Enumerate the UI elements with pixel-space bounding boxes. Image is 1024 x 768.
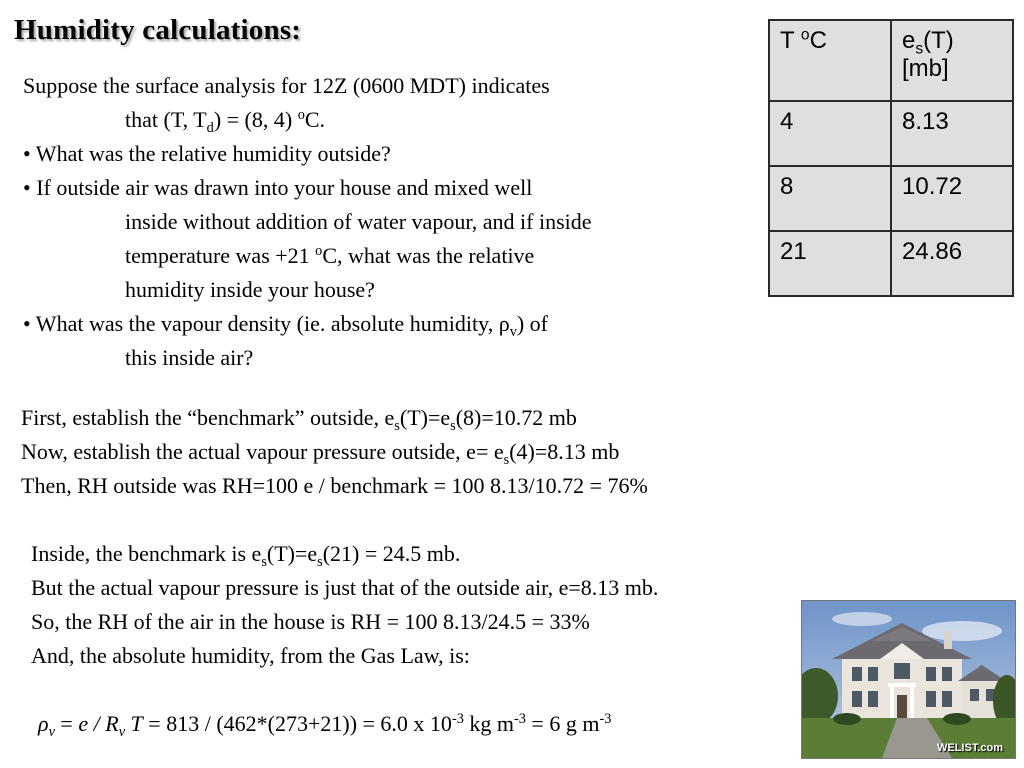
solution-text: (21) = 24.5 mb. [322,541,461,566]
outside-rh-line [21,473,648,499]
question-2-line-3 [125,243,534,269]
cell-temperature: 21 [769,231,891,296]
subscript: s [503,452,510,468]
absolute-humidity-intro [31,643,470,669]
problem-text: ) of [516,311,549,336]
header-text: [mb] [902,55,949,82]
subscript: v [509,324,517,340]
problem-text: ) = (8, 4) [213,107,298,132]
subscript: d [206,120,214,136]
outside-benchmark-line [21,405,577,434]
problem-text: inside without addition of water vapour, and if inside [125,209,592,234]
outside-vapour-line [21,439,620,468]
table-header-row [769,20,1013,101]
problem-line-1 [23,73,550,99]
saturation-vapour-pressure-table [768,19,1014,297]
solution-text: Now, establish the actual vapour pressure outside, e= e [21,439,504,464]
superscript: -3 [513,711,526,728]
house-photo [801,600,1016,759]
subscript: s [394,418,400,434]
header-text: e [902,27,916,54]
subscript: v [118,724,126,740]
inside-rh-line [31,609,590,635]
question-3-line-1 [23,311,549,340]
cell-temperature: 4 [769,101,891,166]
header-es [891,20,1013,101]
problem-text: temperature was +21 [125,243,316,268]
cell-es: 10.72 [891,166,1013,231]
question-2-line-1 [23,175,532,201]
superscript: o [800,26,810,44]
question-3-line-2 [125,345,253,371]
solution-text: (4)=8.13 mb [509,439,620,464]
problem-line-2 [125,107,326,136]
header-text: C [809,27,827,54]
cell-es: 24.86 [891,231,1013,296]
problem-text: • If outside air was drawn into your house and mixed well [23,175,533,200]
subscript: v [48,724,55,740]
solution-text: But the actual vapour pressure is just that of the outside air, e=8.13 mb. [31,575,659,600]
table-row [769,101,1013,166]
problem-text: • What was the relative humidity outside? [23,141,391,166]
solution-text: Inside, the benchmark is e [31,541,262,566]
watermark: WELIST.com [936,742,1003,754]
superscript: -3 [451,711,464,728]
problem-text: C. [304,107,326,132]
problem-text: this inside air? [125,345,254,370]
house-illustration [802,601,1015,758]
superscript: o [315,243,323,260]
formula-var-r: R [105,711,119,736]
cell-temperature: 8 [769,166,891,231]
problem-text: C, what was the relative [322,243,535,268]
formula-text: = 813 / (462*(273+21)) = 6.0 x 10 [142,711,452,736]
problem-text: • What was the vapour density (ie. absolute humidity, ρ [23,311,510,336]
rho-symbol: ρ [38,711,49,736]
header-text: T [780,27,801,54]
solution-text: Then, RH outside was RH=100 e / benchmark = 100 8.13/10.72 = 76% [21,473,648,498]
problem-text: that (T, T [125,107,207,132]
formula-text: = 6 g m [525,711,600,736]
header-text: (T) [923,27,954,54]
solution-text: First, establish the “benchmark” outside, e [21,405,395,430]
question-2-line-2 [125,209,592,235]
solution-text: So, the RH of the air in the house is RH = 100 8.13/24.5 = 33% [31,609,590,634]
page-title: Humidity calculations: [14,14,302,46]
question-1 [23,141,391,167]
solution-text: (T)=e [399,405,451,430]
solution-text: (T)=e [266,541,318,566]
inside-benchmark-line [31,541,461,570]
table-row [769,231,1013,296]
formula-var-t: T [130,711,143,736]
cell-es: 8.13 [891,101,1013,166]
subscript: s [915,40,924,58]
formula-text: / [88,711,106,736]
subscript: s [317,554,323,570]
header-temperature [769,20,891,101]
table-row [769,166,1013,231]
subscript: s [450,418,456,434]
formula-var-e: e [78,711,89,736]
solution-text: And, the absolute humidity, from the Gas Law, is: [31,643,470,668]
formula-text: kg m [463,711,514,736]
question-2-line-4 [125,277,375,303]
superscript: o [297,107,305,124]
solution-text: (8)=10.72 mb [455,405,577,430]
problem-text: humidity inside your house? [125,277,375,302]
subscript: s [261,554,267,570]
superscript: -3 [599,711,612,728]
gas-law-formula [38,711,612,740]
problem-text: Suppose the surface analysis for 12Z (0600 MDT) indicates [23,73,550,98]
formula-text: = [54,711,79,736]
inside-vapour-line [31,575,658,601]
